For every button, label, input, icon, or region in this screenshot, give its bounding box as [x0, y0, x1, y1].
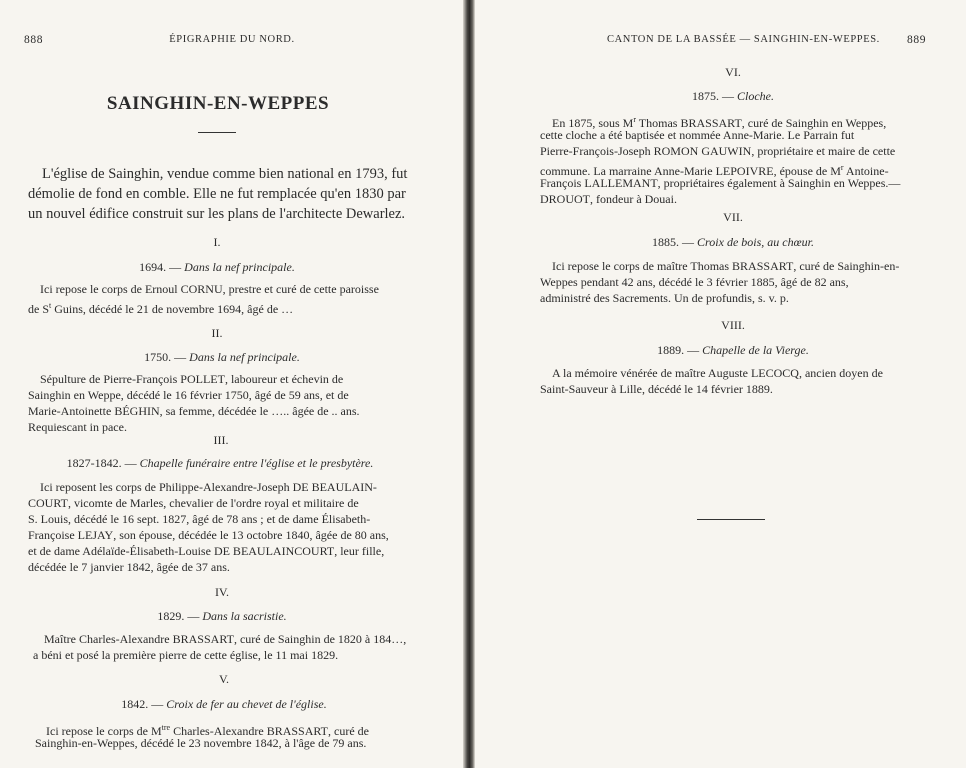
inscription-line: Requiescant in pace. — [28, 420, 127, 434]
section-numeral: III. — [213, 433, 229, 447]
inscription-line: et de dame Adélaïde-Élisabeth-Louise DE BEAULAINCOURT, leur fille, — [28, 544, 385, 558]
book-gutter — [463, 0, 475, 768]
section-numeral: I. — [213, 235, 221, 249]
inscription-line: A la mémoire vénérée de maître Auguste LECOCQ, ancien doyen de — [552, 366, 883, 380]
inscription-line: DROUOT, fondeur à Douai. — [540, 192, 677, 206]
inscription-line: Pierre-François-Joseph ROMON GAUWIN, propriétaire et maire de cette — [540, 144, 896, 158]
inscription-line: Ici repose le corps de $M^{tre}$ Charles-Alexandre BRASSART, curé de — [46, 723, 369, 738]
inscription-line: Sépulture de Pierre-François POLLET, laboureur et échevin de — [40, 372, 344, 386]
inscription-line: S. Louis, décédé le 16 sept. 1827, âgé de 78 ans ; et de dame Élisabeth- — [28, 512, 371, 526]
section-numeral: II. — [211, 326, 223, 340]
left-page — [0, 0, 465, 768]
section-caption: 1875. — Cloche. — [692, 89, 774, 103]
inscription-line: François LALLEMANT, propriétaires également à Sainghin en Weppes.— — [540, 176, 901, 190]
section-caption: 1694. — Dans la nef principale. — [139, 260, 295, 274]
inscription-line: cette cloche a été baptisée et nommée Anne-Marie. Le Parrain fut — [540, 128, 855, 142]
inscription-line: a béni et posé la première pierre de cette église, le 11 mai 1829. — [33, 648, 339, 662]
inscription-line: Sainghin-en-Weppes, décédé le 23 novembre 1842, à l'âge de 79 ans. — [35, 736, 367, 750]
intro-line: démolie de fond en comble. Elle ne fut remplacée qu'en 1830 par — [28, 186, 406, 202]
title-rule — [198, 132, 236, 133]
inscription-line: Saint-Sauveur à Lille, décédé le 14 février 1889. — [540, 382, 773, 396]
inscription-line: décédée le 7 janvier 1842, âgée de 37 ans. — [28, 560, 230, 574]
inscription-line: Marie-Antoinette BÉGHIN, sa femme, décédée le ….. âgée de .. ans. — [28, 404, 360, 418]
inscription-line: de $S^t$ Guins, décédé le 21 de novembre 1694, âgé de … — [28, 301, 294, 316]
running-head-left: ÉPIGRAPHIE DU NORD. — [169, 34, 295, 45]
inscription-line: Ici repose le corps de maître Thomas BRASSART, curé de Sainghin-en- — [552, 259, 900, 273]
inscription-line: Maître Charles-Alexandre BRASSART, curé de Sainghin de 1820 à 184…, — [44, 632, 407, 646]
section-numeral: VII. — [723, 210, 743, 224]
inscription-line: commune. La marraine Anne-Marie LEPOIVRE, épouse de $M^r$ Antoine- — [540, 163, 889, 178]
inscription-line: Weppes pendant 42 ans, décédé le 3 février 1885, âgé de 82 ans, — [540, 275, 849, 289]
inscription-line: Françoise LEJAY, son épouse, décédée le 13 octobre 1840, âgée de 80 ans, — [28, 528, 389, 542]
inscription-line: COURT, vicomte de Marles, chevalier de l'ordre royal et militaire de — [28, 496, 359, 510]
inscription-line: Sainghin en Weppe, décédé le 16 février 1750, âgé de 59 ans, et de — [28, 388, 349, 402]
page-number-right: 889 — [907, 34, 927, 46]
section-caption: 1829. — Dans la sacristie. — [157, 609, 287, 623]
page-title: SAINGHIN-EN-WEPPES — [106, 93, 330, 114]
section-caption: 1885. — Croix de bois, au chœur. — [652, 235, 814, 249]
inscription-line: En 1875, sous $M^r$ Thomas BRASSART, curé de Sainghin en Weppes, — [552, 115, 887, 130]
section-caption: 1889. — Chapelle de la Vierge. — [657, 343, 809, 357]
section-caption: 1827-1842. — Chapelle funéraire entre l'église et le presbytère. — [66, 456, 374, 470]
right-page — [475, 0, 966, 768]
inscription-line: Ici repose le corps de Ernoul CORNU, prestre et curé de cette paroisse — [40, 282, 379, 296]
inscription-line: administré des Sacrements. Un de profundis, s. v. p. — [540, 291, 789, 305]
intro-line: L'église de Sainghin, vendue comme bien national en 1793, fut — [42, 166, 408, 182]
running-head-right: CANTON DE LA BASSÉE — SAINGHIN-EN-WEPPES. — [607, 34, 880, 45]
inscription-line: Ici reposent les corps de Philippe-Alexandre-Joseph DE BEAULAIN- — [40, 480, 377, 494]
section-caption: 1750. — Dans la nef principale. — [144, 350, 300, 364]
end-rule — [697, 519, 765, 520]
intro-line: un nouvel édifice construit sur les plans de l'architecte Dewarlez. — [28, 206, 406, 222]
page-number-left: 888 — [24, 34, 44, 46]
section-numeral: IV. — [214, 585, 230, 599]
section-numeral: VI. — [725, 65, 741, 79]
section-numeral: V. — [218, 672, 230, 686]
section-caption: 1842. — Croix de fer au chevet de l'église. — [121, 697, 327, 711]
section-numeral: VIII. — [721, 318, 745, 332]
